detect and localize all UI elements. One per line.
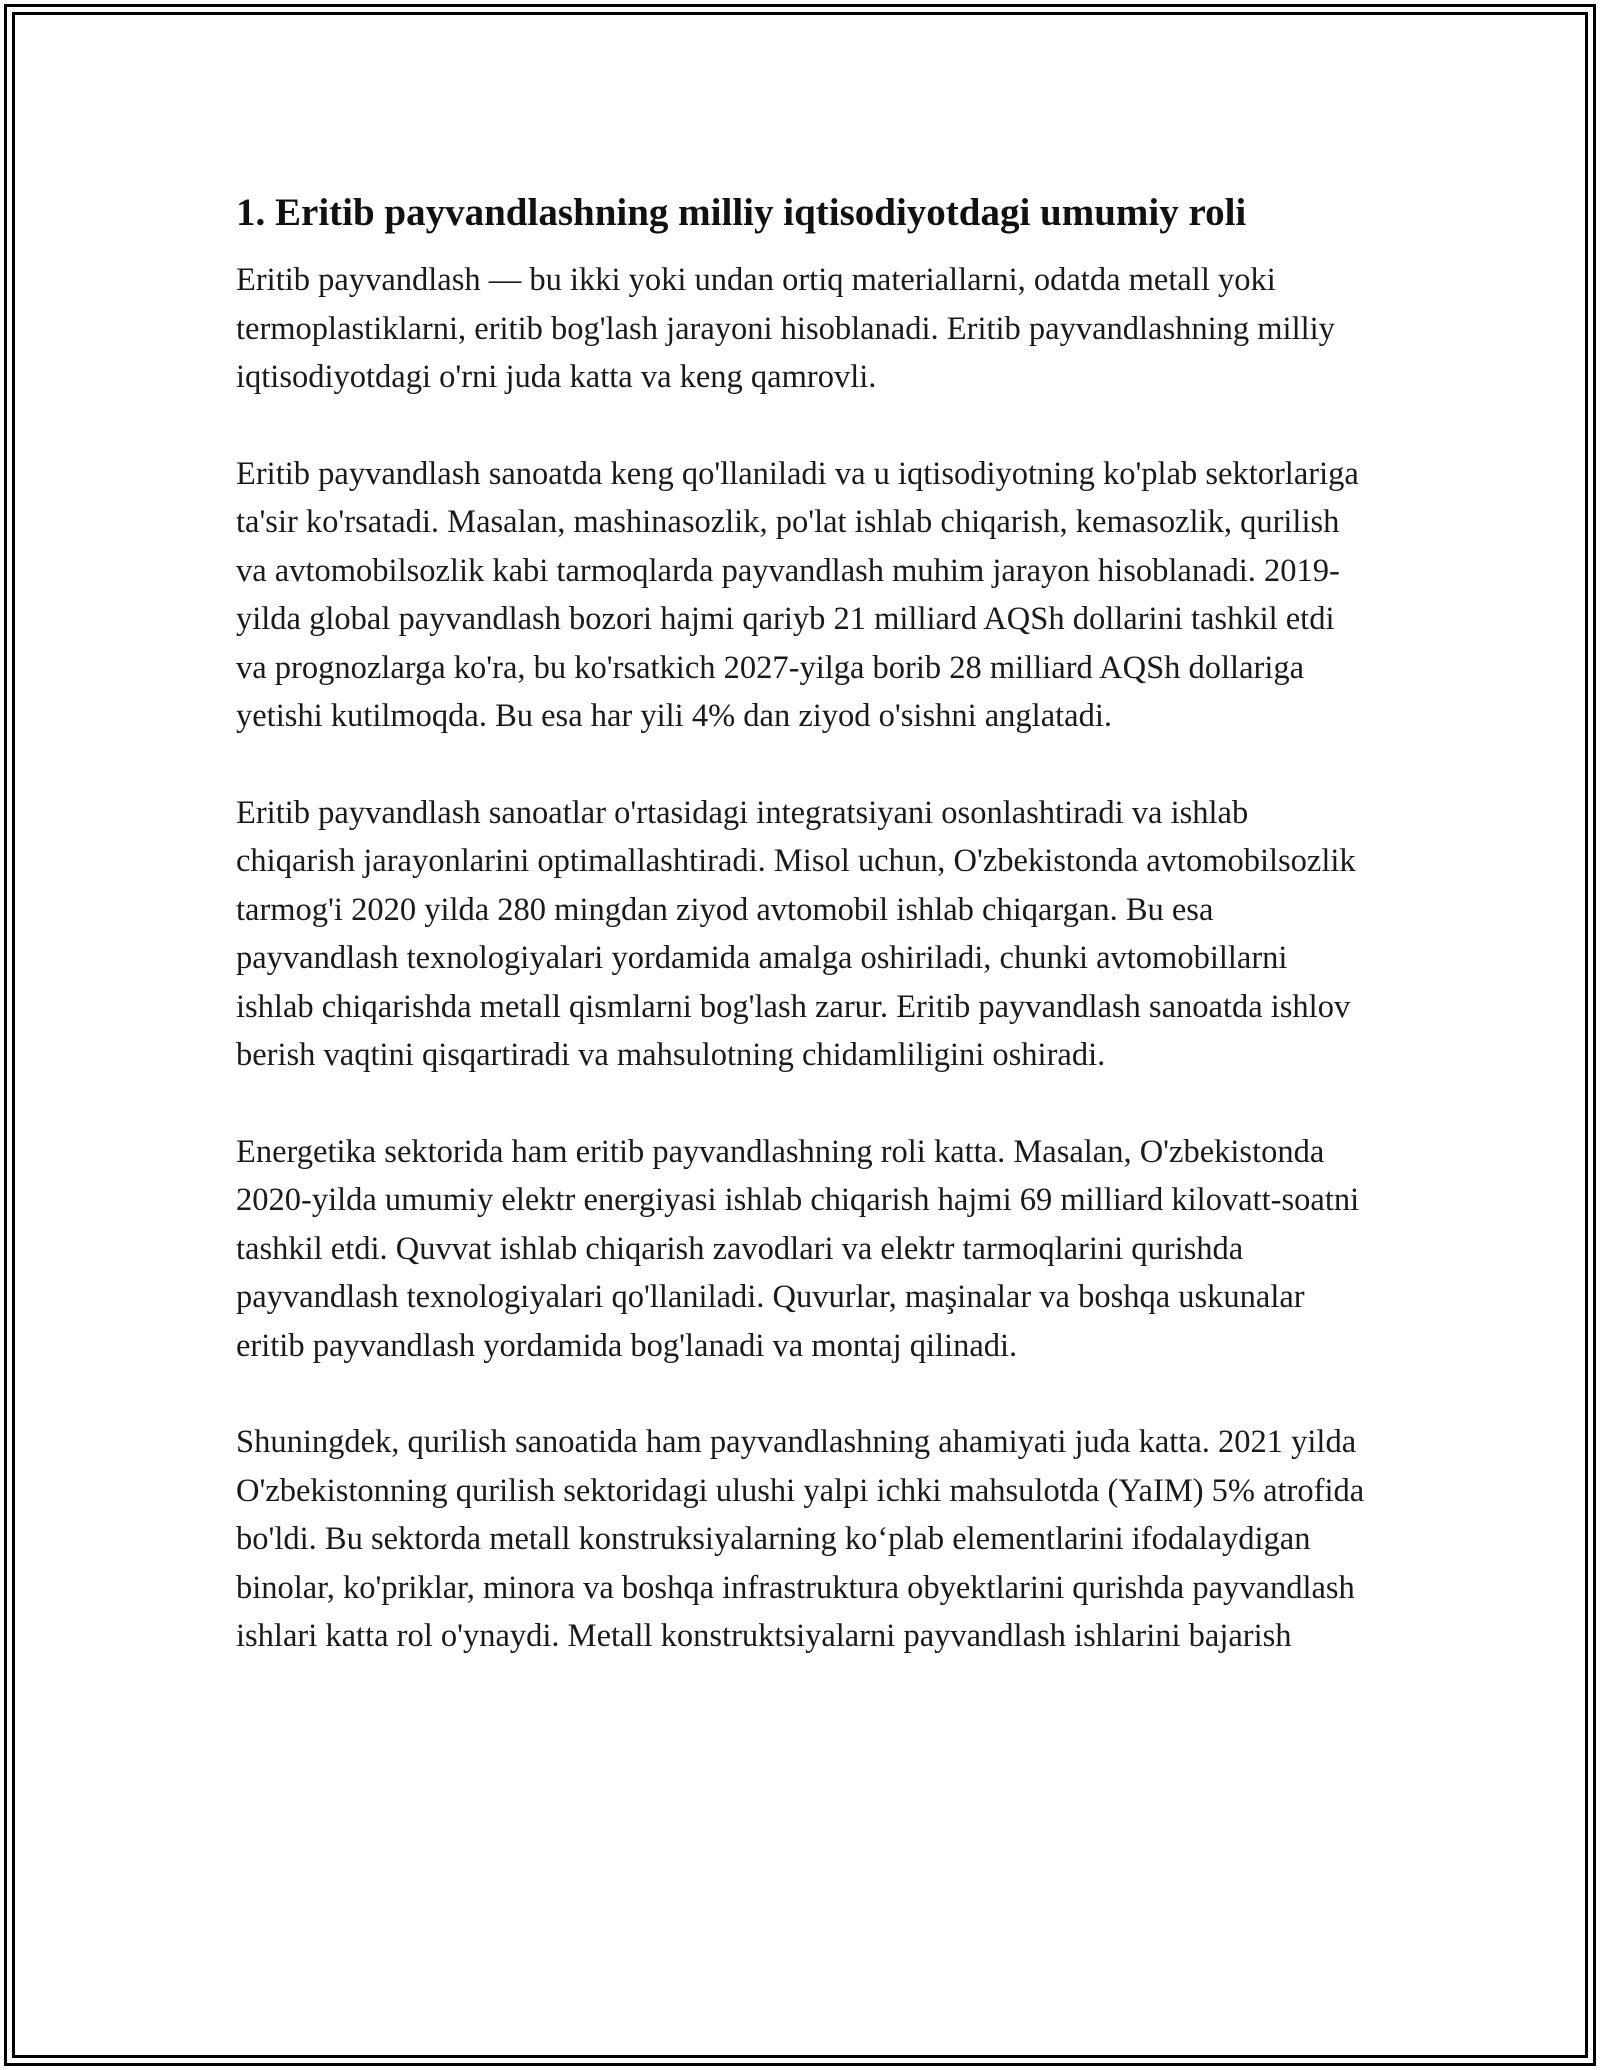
document-body (236, 188, 1366, 1709)
paragraph-1: Eritib payvandlash — bu ikki yoki undan ortiq materiallarni, odatda metall yoki termoplastiklarni, eritib bog'lash jarayoni hisoblanadi. Eritib payvandlashning milliy iqtisodiyotdagi o'rni juda katta va keng qamrovli. (236, 262, 1335, 395)
paragraph-4: Energetika sektorida ham eritib payvandlashning roli katta. Masalan, O'zbekistonda 2020-yilda umumiy elektr energiyasi ishlab chiqarish hajmi 69 milliard kilovatt-soatni tashkil etdi. Quvvat ishlab chiqarish zavodlari va elektr tarmoqlarini qurishda payvandlash texnologiyalari qo'llaniladi. Quvurlar, maşinalar va boshqa uskunalar eritib payvandlash yordamida bog'lanadi va montaj qilinadi. (236, 1133, 1360, 1364)
paragraph-2: Eritib payvandlash sanoatda keng qo'llaniladi va u iqtisodiyotning ko'plab sektorlariga ta'sir ko'rsatadi. Masalan, mashinasozlik, po'lat ishlab chiqarish, kemasozlik, qurilish va avtomobilsozlik kabi tarmoqlarda payvandlash muhim jarayon hisoblanadi. 2019-yilda global payvandlash bozori hajmi qariyb 21 milliard AQSh dollarini tashkil etdi va prognozlarga ko'ra, bu ko'rsatkich 2027-yilga borib 28 milliard AQSh dollariga yetishi kutilmoqda. Bu esa har yili 4% dan ziyod o'sishni anglatadi. (236, 455, 1359, 734)
paragraph-3: Eritib payvandlash sanoatlar o'rtasidagi integratsiyani osonlashtiradi va ishlab chiqarish jarayonlarini optimallashtiradi. Misol uchun, O'zbekistonda avtomobilsozlik tarmog'i 2020 yilda 280 mingdan ziyod avtomobil ishlab chiqargan. Bu esa payvandlash texnologiyalari yordamida amalga oshiriladi, chunki avtomobillarni ishlab chiqarishda metall qismlarni bog'lash zarur. Eritib payvandlash sanoatda ishlov berish vaqtini qisqartiradi va mahsulotning chidamliligini oshiradi. (236, 794, 1356, 1073)
paragraph-5: Shuningdek, qurilish sanoatida ham payvandlashning ahamiyati juda katta. 2021 yilda O'zbekistonning qurilish sektoridagi ulushi yalpi ichki mahsulotda (YaIM) 5% atrofida bo'ldi. Bu sektorda metall konstruksiyalarning ko‘plab elementlarini ifodalaydigan binolar, ko'priklar, minora va boshqa infrastruktura obyektlarini qurishda payvandlash ishlari katta rol o'ynaydi. Metall konstruktsiyalarni payvandlash ishlarini bajarish (236, 1424, 1365, 1654)
section-heading: 1. Eritib payvandlashning milliy iqtisodiyotdagi umumiy roli (236, 191, 1247, 234)
